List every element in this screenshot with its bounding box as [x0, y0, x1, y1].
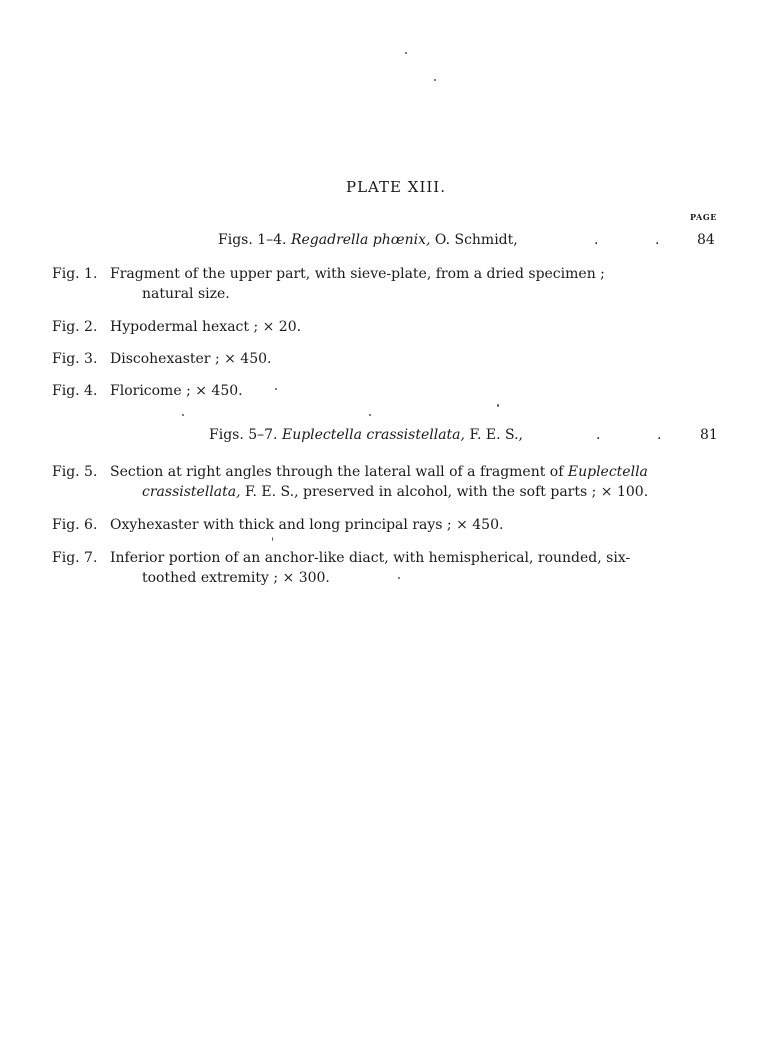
- scan-speck: [497, 404, 499, 407]
- leader-dot: .: [596, 427, 601, 443]
- scan-speck: [369, 414, 371, 416]
- group-species: Euplectella crassistellata,: [281, 427, 465, 443]
- scan-speck: [275, 388, 277, 390]
- figure-caption: Section at right angles through the lateral wall of a fragment of Euplectella crassistellata, F. E. S., preserved in alcohol, with the soft parts ; × 100.: [110, 464, 649, 500]
- leader-dot: .: [594, 232, 599, 248]
- group-authority: O. Schmidt,: [434, 232, 518, 248]
- figure-caption: Oxyhexaster with thick and long principal rays ; × 450.: [110, 517, 504, 533]
- figure-caption: Inferior portion of an anchor-like diact, with hemispherical, rounded, six- toothed extremity ; × 300.: [110, 550, 631, 586]
- group-page-number: 81: [700, 427, 718, 443]
- group-species: Regadrella phœnix,: [290, 232, 431, 248]
- leader-dot: .: [655, 232, 660, 248]
- scan-speck: [434, 79, 436, 81]
- group-page-number: 84: [697, 232, 715, 248]
- page-column-label: PAGE: [690, 212, 717, 222]
- figure-label: Fig. 5.: [52, 464, 98, 480]
- figure-caption: Hypodermal hexact ; × 20.: [110, 319, 302, 335]
- figure-label: Fig. 2.: [52, 319, 98, 335]
- figure-label: Fig. 6.: [52, 517, 98, 533]
- scan-speck: [398, 577, 400, 579]
- figure-label: Fig. 3.: [52, 351, 98, 367]
- figure-caption: Discohexaster ; × 450.: [110, 351, 272, 367]
- scan-speck: [272, 537, 273, 541]
- scan-speck: [182, 414, 184, 416]
- figure-label: Fig. 1.: [52, 266, 98, 282]
- group-figs-label: Figs. 5–7.: [209, 427, 278, 443]
- group-figs-label: Figs. 1–4.: [218, 232, 287, 248]
- group-authority: F. E. S.,: [469, 427, 523, 443]
- plate-title: PLATE XIII.: [345, 178, 446, 196]
- figure-label: Fig. 7.: [52, 550, 98, 566]
- figure-caption: Fragment of the upper part, with sieve-plate, from a dried specimen ; natural size.: [110, 266, 605, 302]
- figure-caption: Floricome ; × 450.: [110, 383, 243, 399]
- leader-dot: .: [657, 427, 662, 443]
- scan-speck: [405, 52, 407, 54]
- figure-label: Fig. 4.: [52, 383, 98, 399]
